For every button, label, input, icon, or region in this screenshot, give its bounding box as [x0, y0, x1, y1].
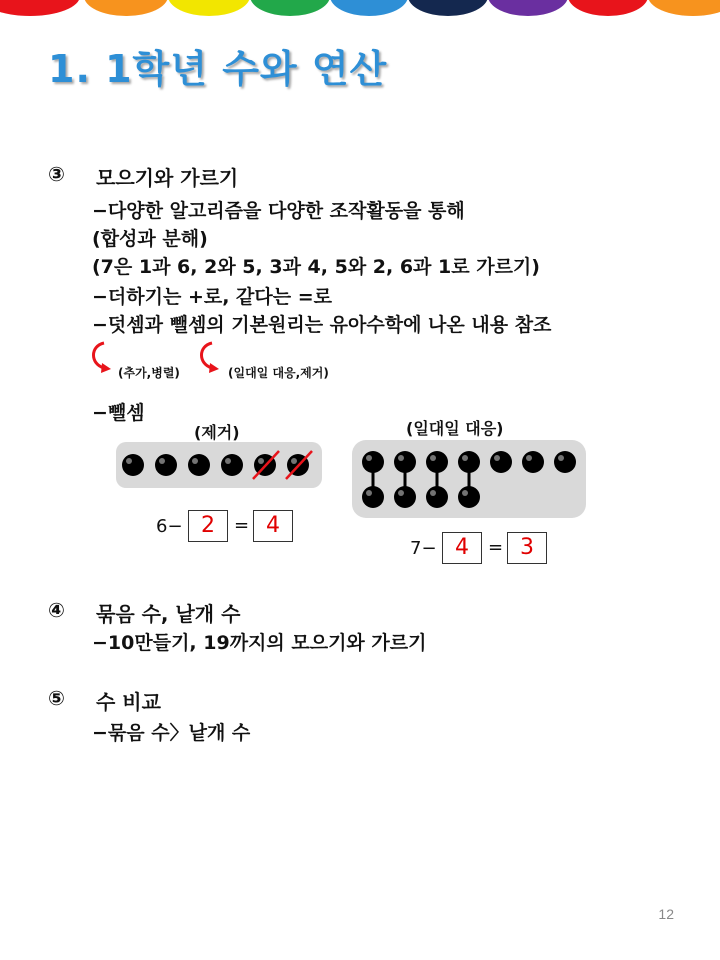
- left-result-box: 4: [253, 510, 293, 542]
- bead-top-row: [490, 451, 512, 473]
- bead-top-row: [458, 451, 480, 473]
- section3-number: ③: [48, 162, 65, 186]
- section4-line-1: −10만들기, 19까지의 모으기와 가르기: [92, 632, 427, 654]
- bead-shine: [494, 455, 500, 461]
- right-result-box: 3: [507, 532, 547, 564]
- subtraction-label: −뺄셈: [92, 402, 145, 424]
- page-number: 12: [658, 906, 674, 922]
- bead-shine: [398, 455, 404, 461]
- bead-shine: [398, 490, 404, 496]
- note-correspondence: (일대일 대응,제거): [228, 366, 329, 380]
- section3-heading: 모으기와 가르기: [96, 166, 239, 190]
- bead-shine: [366, 490, 372, 496]
- bead-bottom-row: [362, 486, 384, 508]
- bead-shine: [462, 490, 468, 496]
- left-equation-prefix: 6−: [156, 516, 183, 537]
- right-answer-box: 4: [442, 532, 482, 564]
- right-equals: =: [488, 537, 504, 558]
- bead-bottom-row: [458, 486, 480, 508]
- section5-number: ⑤: [48, 686, 65, 710]
- right-caption: (일대일 대응): [406, 419, 504, 438]
- section5-line-1: −묶음 수〉낱개 수: [92, 722, 251, 744]
- section3-line-5: −덧셈과 뺄셈의 기본원리는 유아수학에 나온 내용 참조: [92, 314, 552, 336]
- bead-shine: [462, 455, 468, 461]
- bead-top-row: [554, 451, 576, 473]
- section3-line-4: −더하기는 +로, 같다는 =로: [92, 286, 333, 308]
- bead-top-row: [522, 451, 544, 473]
- bead-shine: [430, 455, 436, 461]
- bead-shine: [366, 455, 372, 461]
- section3-line-2: (합성과 분해): [92, 228, 208, 250]
- section3-line-3: (7은 1과 6, 2와 5, 3과 4, 5와 2, 6과 1로 가르기): [92, 256, 540, 278]
- bead-top-row: [394, 451, 416, 473]
- right-equation-prefix: 7−: [410, 538, 437, 559]
- note-addition: (추가,병렬): [118, 366, 180, 380]
- section5-heading: 수 비교: [96, 690, 161, 714]
- page-title: 1. 1학년 수와 연산: [48, 47, 388, 91]
- bead-shine: [526, 455, 532, 461]
- section4-number: ④: [48, 598, 65, 622]
- section4-heading: 묶음 수, 낱개 수: [96, 602, 241, 626]
- left-caption: (제거): [194, 423, 240, 442]
- left-answer-box: 2: [188, 510, 228, 542]
- bead-top-row: [426, 451, 448, 473]
- bead-bottom-row: [394, 486, 416, 508]
- bead-shine: [430, 490, 436, 496]
- bead-top-row: [362, 451, 384, 473]
- left-equals: =: [234, 515, 250, 536]
- bead-shine: [558, 455, 564, 461]
- section3-line-1: −다양한 알고리즘을 다양한 조작활동을 통해: [92, 200, 465, 222]
- bead-bottom-row: [426, 486, 448, 508]
